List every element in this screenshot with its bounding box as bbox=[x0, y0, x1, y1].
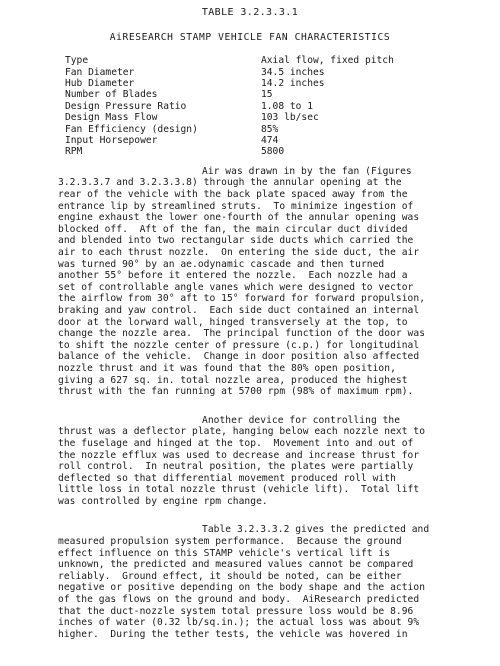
text-line: giving a 627 sq. in. total nozzle area, produced the highest bbox=[58, 374, 408, 386]
text-line: and blended into two rectangular side ducts which carried the bbox=[58, 235, 414, 247]
text-line: door at the lorward wall, hinged transversely at the top, to bbox=[58, 316, 408, 328]
text-line: was turned 90° by an ae.odynamic cascade and then turned bbox=[58, 258, 385, 270]
text-line: 3.2.3.3.7 and 3.2.3.3.8) through the annular opening at the bbox=[58, 177, 402, 189]
parameter-value: 34.5 inches bbox=[261, 66, 325, 78]
table-row bbox=[65, 67, 394, 78]
parameter-name: Hub Diameter bbox=[65, 78, 135, 89]
parameter-name: Type bbox=[65, 55, 89, 67]
text-line: to shift the nozzle center of pressure (c.p.) for longitudinal bbox=[58, 339, 420, 351]
parameter-name: RPM bbox=[65, 146, 83, 158]
text-line: the fuselage and hinged at the top. Movement into and out of bbox=[58, 437, 414, 449]
parameter-value: 5800 bbox=[261, 146, 285, 158]
table-row bbox=[65, 101, 394, 112]
text-line: change the nozzle area. The principal function of the door was bbox=[58, 328, 426, 340]
text-line: unknown, the predicted and measured values cannot be compared bbox=[58, 559, 414, 571]
text-line: measured propulsion system performance. Because the ground bbox=[58, 536, 402, 548]
paragraph bbox=[58, 166, 472, 398]
text-line: roll control. In neutral position, the plates were partially bbox=[58, 461, 414, 473]
parameter-value: 103 lb/sec bbox=[261, 112, 319, 124]
parameter-name: Fan Diameter bbox=[65, 66, 135, 78]
parameter-value: 15 bbox=[261, 89, 273, 101]
text-line: negative or positive depending on the body shape and the action bbox=[58, 582, 426, 594]
parameter-value: 85% bbox=[261, 123, 279, 135]
paragraph bbox=[58, 415, 472, 508]
text-line: nozzle thrust and it was found that the 80% open position, bbox=[58, 362, 396, 374]
table-row bbox=[65, 89, 394, 100]
text-line: the airflow from 30° aft to 15° forward for forward propulsion, bbox=[58, 293, 426, 305]
parameter-name: Design Pressure Ratio bbox=[65, 100, 187, 112]
parameter-value: 474 bbox=[261, 135, 279, 147]
table-number: TABLE 3.2.3.3.1 bbox=[201, 7, 299, 18]
text-line-content: Table 3.2.3.3.2 gives the predicted and bbox=[202, 524, 430, 536]
text-line: entrance lip by streamlined struts. To minimize ingestion of bbox=[58, 200, 414, 212]
text-line: higher. During the tether tests, the vehicle was hovered in bbox=[58, 628, 408, 640]
table-row bbox=[65, 135, 394, 146]
text-line: the nozzle efflux was used to decrease and increase thrust for bbox=[58, 449, 420, 461]
text-line: that the duct-nozzle system total pressure loss would be 8.96 bbox=[58, 605, 414, 617]
text-line: rear of the vehicle with the back plate spaced away from the bbox=[58, 189, 408, 201]
text-line: blocked off. Aft of the fan, the main circular duct divided bbox=[58, 223, 408, 235]
table-row bbox=[65, 146, 394, 157]
table-row bbox=[65, 124, 394, 135]
text-line-content: Air was drawn in by the fan (Figures bbox=[202, 165, 412, 177]
parameter-value: 1.08 to 1 bbox=[261, 100, 313, 112]
parameter-value: 14.2 inches bbox=[261, 78, 325, 89]
text-line: reliably. Ground effect, it should be noted, can be either bbox=[58, 570, 402, 582]
text-line bbox=[58, 415, 472, 427]
text-line-content: Another device for controlling the bbox=[202, 414, 401, 426]
table-row bbox=[65, 78, 394, 89]
parameter-value: Axial flow, fixed pitch bbox=[261, 55, 394, 67]
table-title: AiRESEARCH STAMP VEHICLE FAN CHARACTERISTICS bbox=[109, 31, 391, 43]
table-row bbox=[65, 112, 394, 123]
text-line: deflected so that differential movement produced roll with bbox=[58, 472, 396, 484]
text-line: of the gas flows on the ground and body. AiResearch predicted bbox=[58, 594, 420, 606]
body-text bbox=[58, 166, 472, 641]
text-line bbox=[58, 524, 472, 536]
parameter-name: Design Mass Flow bbox=[65, 112, 158, 124]
text-line: set of controllable angle vanes which were designed to vector bbox=[58, 281, 414, 293]
text-line: engine exhaust the lower one-fourth of the annular opening was bbox=[58, 212, 420, 224]
text-line: balance of the vehicle. Change in door position also affected bbox=[58, 351, 420, 363]
text-line: braking and yaw control. Each side duct contained an internal bbox=[58, 304, 420, 316]
text-line: air to each thrust nozzle. On entering the side duct, the air bbox=[58, 247, 420, 258]
text-line: another 55° before it entered the nozzle. Each nozzle had a bbox=[58, 270, 408, 282]
parameter-name: Input Horsepower bbox=[65, 135, 158, 147]
parameter-name: Number of Blades bbox=[65, 89, 158, 101]
text-line: was controlled by engine rpm change. bbox=[58, 495, 268, 507]
table-body bbox=[65, 55, 394, 158]
text-line: little loss in total nozzle thrust (vehicle lift). Total lift bbox=[58, 484, 420, 496]
table-row bbox=[65, 55, 394, 66]
text-line: thrust with the fan running at 5700 rpm (98% of maximum rpm). bbox=[58, 386, 414, 398]
text-line: effect influence on this STAMP vehicle's vertical lift is bbox=[58, 547, 391, 559]
paragraph bbox=[58, 524, 472, 640]
fan-characteristics-table bbox=[65, 55, 394, 158]
parameter-name: Fan Efficiency (design) bbox=[65, 123, 198, 135]
text-line bbox=[58, 166, 472, 178]
text-line: thrust was a deflector plate, hanging below each nozzle next to bbox=[58, 426, 426, 438]
text-line: inches of water (0.32 lb/sq.in.); the actual loss was about 9% bbox=[58, 617, 420, 629]
